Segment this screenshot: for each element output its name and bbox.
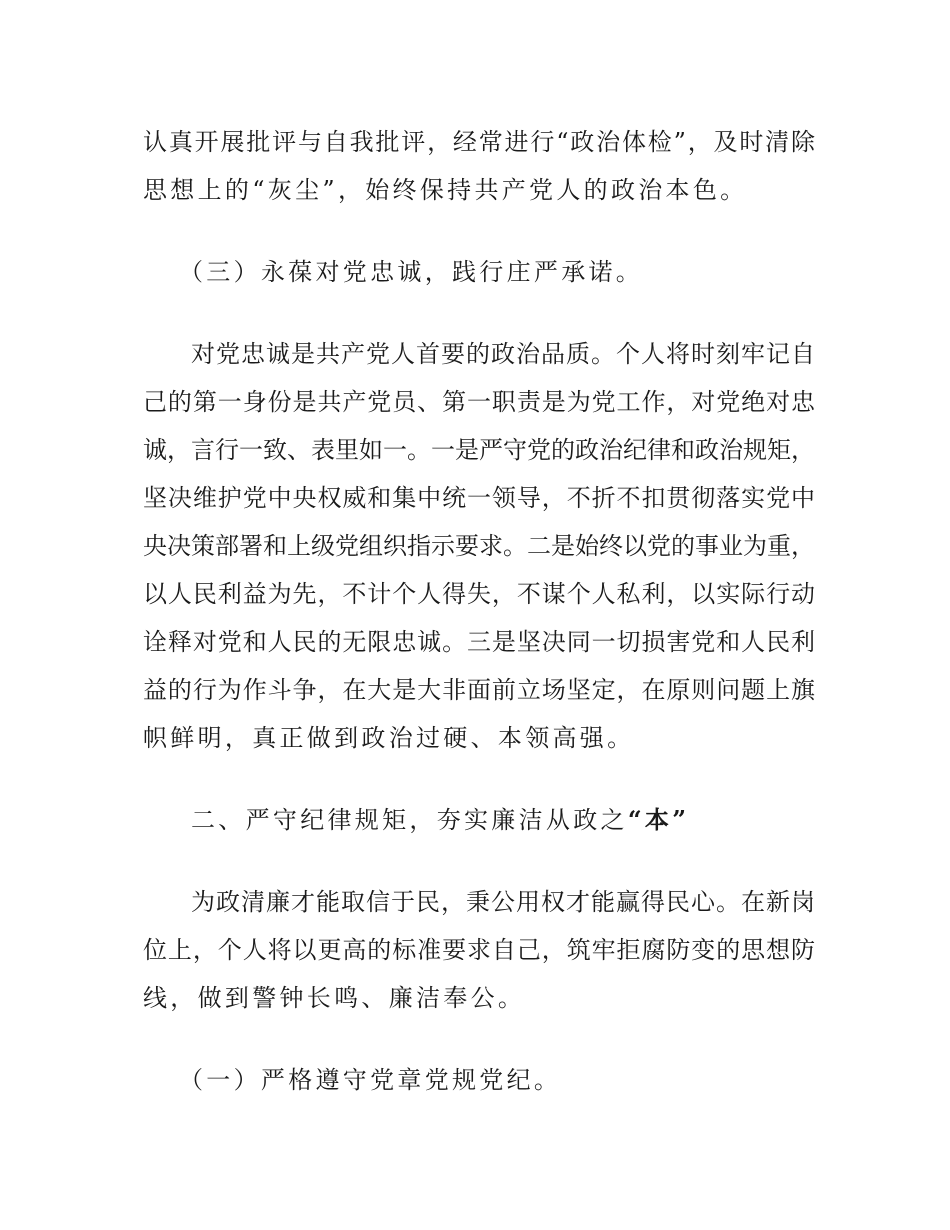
text-line: 己的第一身份是共产党员、第一职责是为党工作，对党绝对忠 [143,388,815,416]
text-line: 诚，言行一致、表里如一。一是严守党的政治纪律和政治规矩， [143,436,815,464]
paragraph-integrity [143,878,815,1022]
text-line: 益的行为作斗争，在大是大非面前立场坚定，在原则问题上旗 [143,676,815,704]
text-line: 认真开展批评与自我批评，经常进行“政治体检”，及时清除 [143,128,815,156]
text-line: 以人民利益为先，不计个人得失，不谋个人私利，以实际行动 [143,580,815,608]
subheading-three: （三）永葆对党忠诚，践行庄严承诺。 [179,258,644,286]
text-line: 为政清廉才能取信于民，秉公用权才能赢得民心。在新岗 [191,888,815,916]
text-line: 诠释对党和人民的无限忠诚。三是坚决同一切损害党和人民利 [143,628,815,656]
text-line: 央决策部署和上级党组织指示要求。二是始终以党的事业为重， [143,532,815,560]
text-line: 位上，个人将以更高的标准要求自己，筑牢拒腐防变的思想防 [143,936,815,964]
text-line: 线，做到警钟长鸣、廉洁奉公。 [143,984,526,1012]
text-line: 帜鲜明，真正做到政治过硬、本领高强。 [143,724,635,752]
section-heading-two [143,796,815,844]
heading-text: 二、严守纪律规矩，夯实廉洁从政之 [191,806,628,834]
heading-emphasis: “本” [627,805,690,834]
text-line: 坚决维护党中央权威和集中统一领导，不折不扣贯彻落实党中 [143,484,815,512]
text-line: 思想上的“灰尘”，始终保持共产党人的政治本色。 [143,176,748,204]
paragraph-self-criticism [143,118,815,214]
paragraph-loyalty [143,330,815,762]
text-line: 对党忠诚是共产党人首要的政治品质。个人将时刻牢记自 [191,340,815,368]
subheading-one: （一）严格遵守党章党规党纪。 [179,1066,562,1094]
document-page [143,118,815,1104]
